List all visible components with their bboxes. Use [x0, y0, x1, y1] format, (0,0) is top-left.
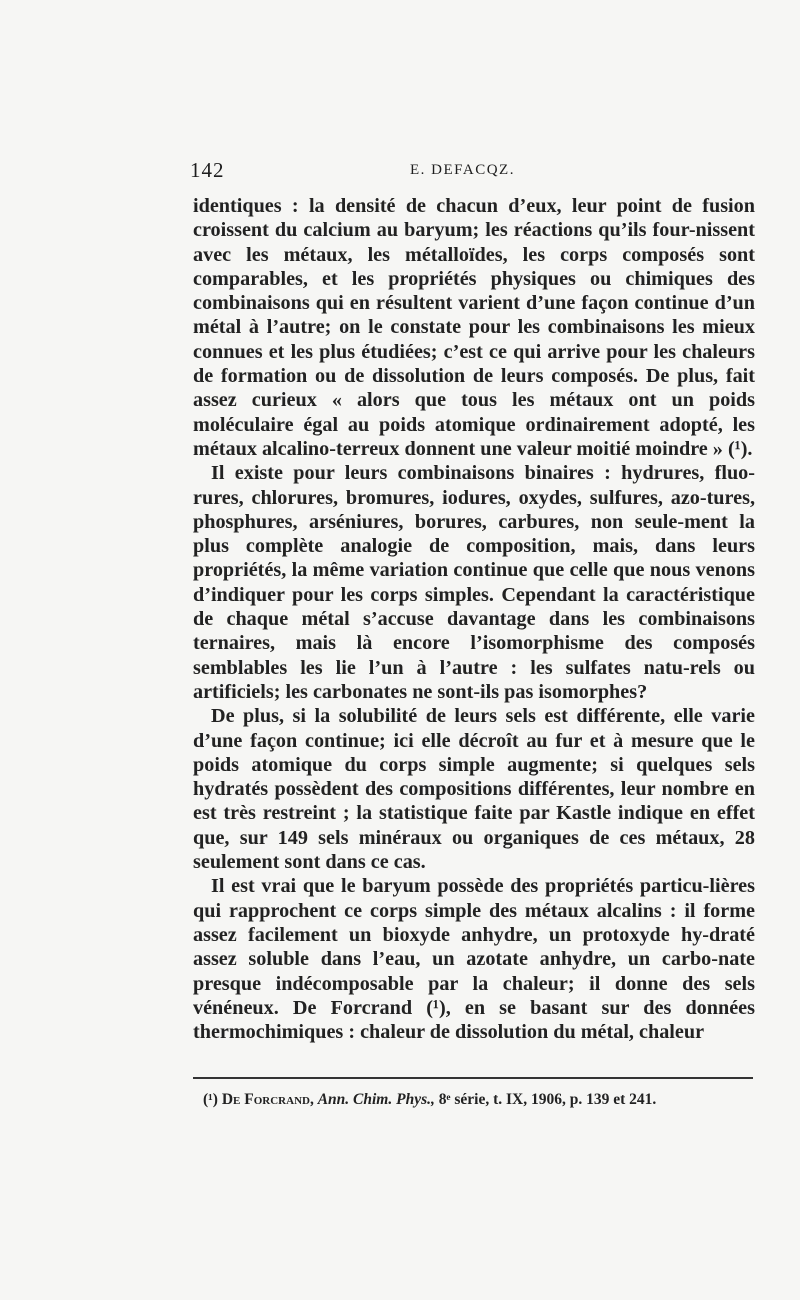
footnote-rule [193, 1077, 753, 1079]
footnote-marker: (¹) [203, 1091, 218, 1108]
body-text [193, 194, 755, 1044]
paragraph-2: Il existe pour leurs combinaisons binaires : hydrures, fluo-rures, chlorures, bromures, iodures, oxydes, sulfures, azo-tures, phosphures, arséniures, borures, carbures, non seule-ment la plus complète analogie de composition, mais, dans leurs propriétés, la même variation continue que celle que nous venons d’indiquer pour les corps simples. Cependant la caractéristique de chaque métal s’accuse davantage dans les combinaisons ternaires, mais là encore l’isomorphisme des composés semblables les lie l’un à l’autre : les sulfates natu-rels ou artificiels; les carbonates ne sont-ils pas isomorphes? [193, 462, 755, 703]
paragraph-3: De plus, si la solubilité de leurs sels est différente, elle varie d’une façon continue; ici elle décroît au fur et à mesure que le poids atomique du corps simple augmente; si quelques sels hydratés possèdent des compositions différentes, leur nombre en est très restreint ; la statistique faite par Kastle indique en effet que, sur 149 sels minéraux ou organiques de ces métaux, 28 seulement sont dans ce cas. [193, 705, 755, 874]
footnote [203, 1090, 763, 1110]
footnote-author: De Forcrand, [221, 1091, 314, 1108]
paragraph-4: Il est vrai que le baryum possède des propriétés particu-lières qui rapprochent ce corps simple des métaux alcalins : il forme assez facilement un bioxyde anhydre, un protoxyde hy-draté assez soluble dans l’eau, un azotate anhydre, un carbo-nate presque indécomposable par la chaleur; il donne des sels vénéneux. De Forcrand (¹), en se basant sur des données thermochimiques : chaleur de dissolution du métal, chaleur [193, 875, 755, 1044]
page-number: 142 [190, 158, 225, 182]
running-head-author: E. DEFACQZ. [410, 162, 515, 178]
paragraph-1: identiques : la densité de chacun d’eux, leur point de fusion croissent du calcium au baryum; les réactions qu’ils four-nissent avec les métaux, les métalloïdes, les corps composés sont comparables, et les propriétés physiques ou chimiques des combinaisons qui en résultent varient d’une façon continue d’un métal à l’autre; on le constate pour les combinaisons les mieux connues et les plus étudiées; c’est ce qui arrive pour les chaleurs de formation ou de dissolution de leurs composés. De plus, fait assez curieux « alors que tous les métaux ont un poids moléculaire égal au poids atomique ordinairement adopté, les métaux alcalino-terreux donnent une valeur moitié moindre » (¹). [193, 195, 755, 460]
footnote-journal: Ann. Chim. Phys., [317, 1091, 435, 1108]
footnote-details: 8ᵉ série, t. IX, 1906, p. 139 et 241. [438, 1091, 657, 1108]
running-head [178, 158, 753, 184]
